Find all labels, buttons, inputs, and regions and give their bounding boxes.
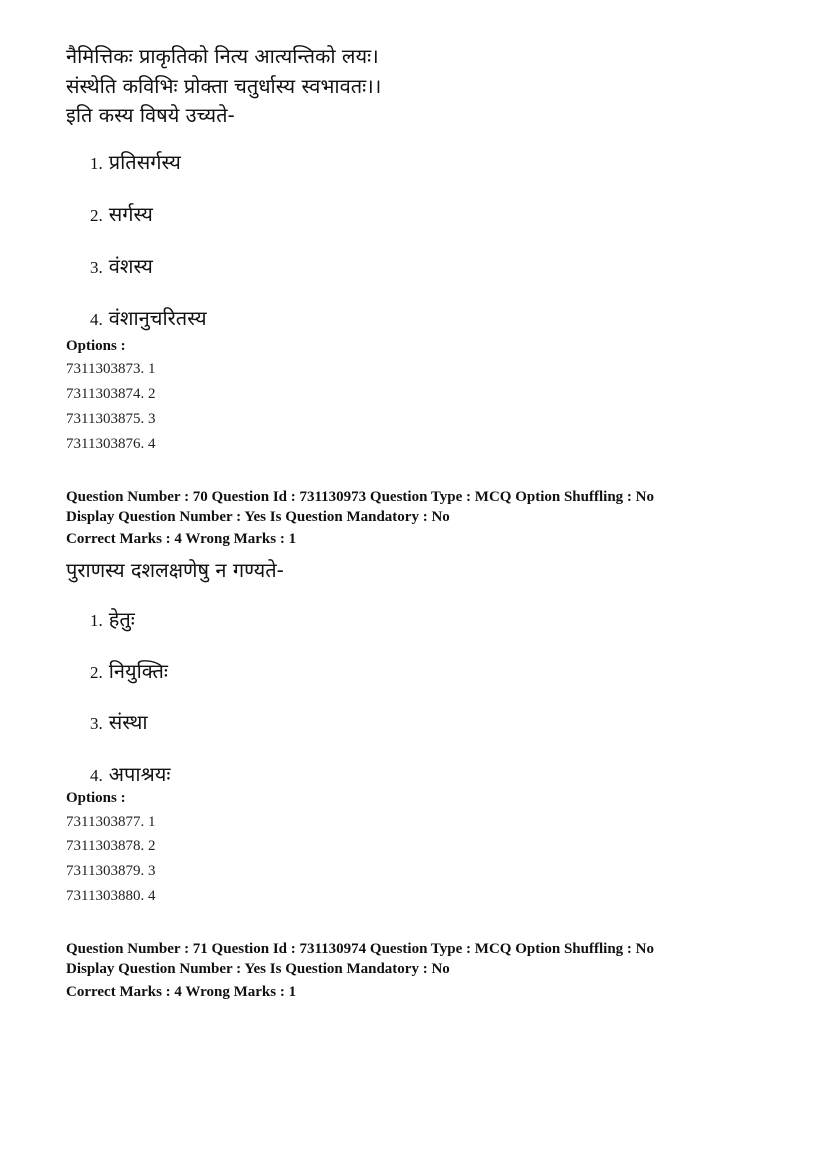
answer-choice [90,148,181,178]
choice-text: प्रतिसर्गस्य [108,150,181,174]
choice-text: हेतुः [108,607,135,631]
options-label: Options : [66,338,126,354]
choice-number: 4. [90,766,103,785]
choice-text: नियुक्तिः [108,659,168,683]
choice-text: वंशस्य [108,254,153,278]
choice-number: 2. [90,206,103,225]
question-stem-line: नैमित्तिकः प्राकृतिको नित्य आत्यन्तिको लयः। [66,44,379,68]
question-marks: Correct Marks : 4 Wrong Marks : 1 [66,984,297,1000]
option-id: 7311303875. 3 [66,411,156,427]
question-meta: Question Number : 70 Question Id : 731130973 Question Type : MCQ Option Shuffling : No [66,489,654,505]
question-stem: पुराणस्य दशलक्षणेषु न गण्यते- [66,558,284,582]
answer-choice [90,200,153,230]
option-id: 7311303879. 3 [66,863,156,879]
question-marks: Correct Marks : 4 Wrong Marks : 1 [66,531,297,547]
choice-text: सर्गस्य [108,202,153,226]
answer-choice [90,252,153,282]
choice-text: अपाश्रयः [108,762,171,786]
question-meta: Display Question Number : Yes Is Question Mandatory : No [66,961,450,977]
answer-choice [90,605,135,635]
question-meta: Display Question Number : Yes Is Question Mandatory : No [66,509,450,525]
question-stem-line: संस्थेति कविभिः प्रोक्ता चतुर्धास्य स्वभावतः।। [66,74,382,98]
answer-choice [90,657,168,687]
option-id: 7311303878. 2 [66,838,156,854]
question-meta: Question Number : 71 Question Id : 731130974 Question Type : MCQ Option Shuffling : No [66,941,654,957]
choice-number: 1. [90,611,103,630]
question-stem-line: इति कस्य विषये उच्यते- [66,103,235,127]
answer-choice [90,304,207,334]
choice-number: 1. [90,154,103,173]
option-id: 7311303876. 4 [66,436,156,452]
choice-text: संस्था [108,710,148,734]
choice-number: 2. [90,663,103,682]
choice-number: 3. [90,714,103,733]
option-id: 7311303874. 2 [66,386,156,402]
choice-text: वंशानुचरितस्य [108,306,207,330]
answer-choice [90,760,170,790]
choice-number: 4. [90,310,103,329]
option-id: 7311303880. 4 [66,888,156,904]
option-id: 7311303873. 1 [66,361,156,377]
choice-number: 3. [90,258,103,277]
options-label: Options : [66,790,126,806]
answer-choice [90,708,148,738]
option-id: 7311303877. 1 [66,814,156,830]
